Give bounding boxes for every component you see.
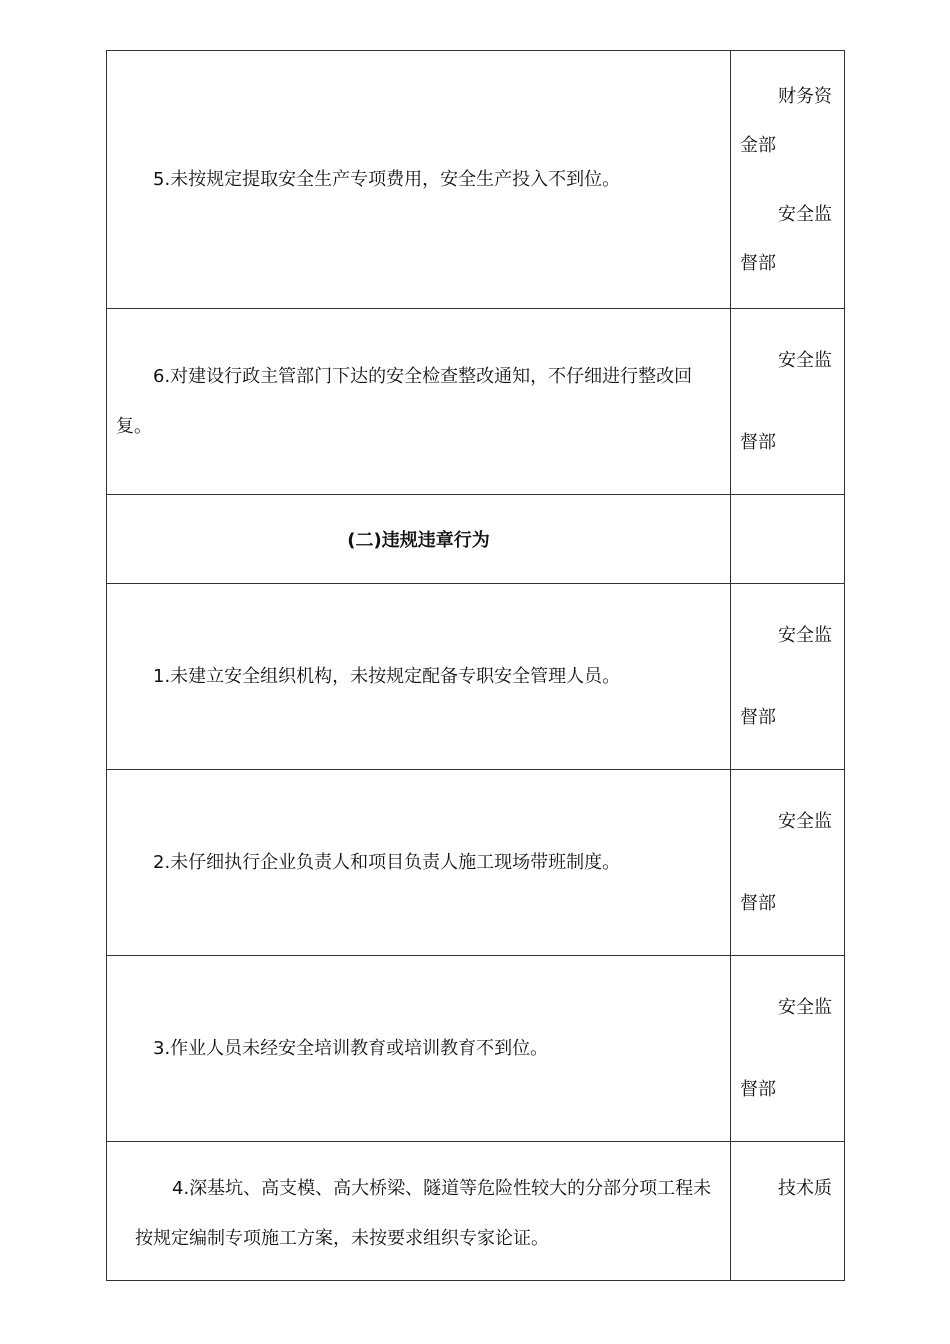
- table-row: [107, 956, 845, 1142]
- table-row: [107, 584, 845, 770]
- item-cell: [107, 770, 731, 956]
- item-text: 5.未按规定提取安全生产专项费用，安全生产投入不到位。: [153, 168, 621, 190]
- dept-line: 督部: [740, 1078, 776, 1100]
- item-text: 2.未仔细执行企业负责人和项目负责人施工现场带班制度。: [153, 851, 621, 873]
- dept-line: 安全监: [778, 810, 832, 832]
- dept-label: [731, 967, 844, 1131]
- table-row: [107, 309, 845, 495]
- dept-label: [731, 1164, 844, 1214]
- dept-line: 督部: [740, 892, 776, 914]
- table-row: [107, 1142, 845, 1281]
- dept-line: 财务资: [778, 85, 832, 107]
- dept-label: [731, 781, 844, 945]
- dept-line: 督部: [740, 431, 776, 453]
- section-title: (二)违规违章行为: [347, 530, 490, 551]
- item-text: 1.未建立安全组织机构，未按规定配备专职安全管理人员。: [153, 665, 621, 687]
- dept-cell-empty: [731, 495, 845, 584]
- dept-cell: [731, 309, 845, 495]
- table-row: [107, 51, 845, 309]
- dept-cell: [731, 51, 845, 309]
- item-cell: [107, 1142, 731, 1281]
- table-row: [107, 495, 845, 584]
- item-cell: [107, 956, 731, 1142]
- item-cell: [107, 584, 731, 770]
- responsibility-table: [106, 50, 845, 1281]
- dept-label: [731, 72, 844, 170]
- item-cell: [107, 309, 731, 495]
- item-text: 4.深基坑、高支模、高大桥梁、隧道等危险性较大的分部分项工程未按规定编制专项施工方案，未按要求组织专家论证。: [135, 1178, 712, 1249]
- table-row: [107, 770, 845, 956]
- item-text: 6.对建设行政主管部门下达的安全检查整改通知，不仔细进行整改回复。: [116, 365, 693, 437]
- dept-line: 安全监: [778, 203, 832, 225]
- dept-cell: [731, 956, 845, 1142]
- section-cell: [107, 495, 731, 584]
- dept-line: 安全监: [778, 996, 832, 1018]
- dept-cell: [731, 1142, 845, 1281]
- dept-line: 督部: [740, 252, 776, 274]
- dept-line: 督部: [740, 706, 776, 728]
- dept-line: 技术质: [778, 1178, 832, 1199]
- dept-label: [731, 595, 844, 759]
- item-cell: [107, 51, 731, 309]
- dept-label: [731, 320, 844, 484]
- dept-cell: [731, 770, 845, 956]
- dept-cell: [731, 584, 845, 770]
- dept-label: [731, 190, 844, 288]
- item-text: 3.作业人员未经安全培训教育或培训教育不到位。: [153, 1037, 549, 1059]
- dept-line: 安全监: [778, 349, 832, 371]
- dept-line: 安全监: [778, 624, 832, 646]
- dept-line: 金部: [740, 134, 776, 156]
